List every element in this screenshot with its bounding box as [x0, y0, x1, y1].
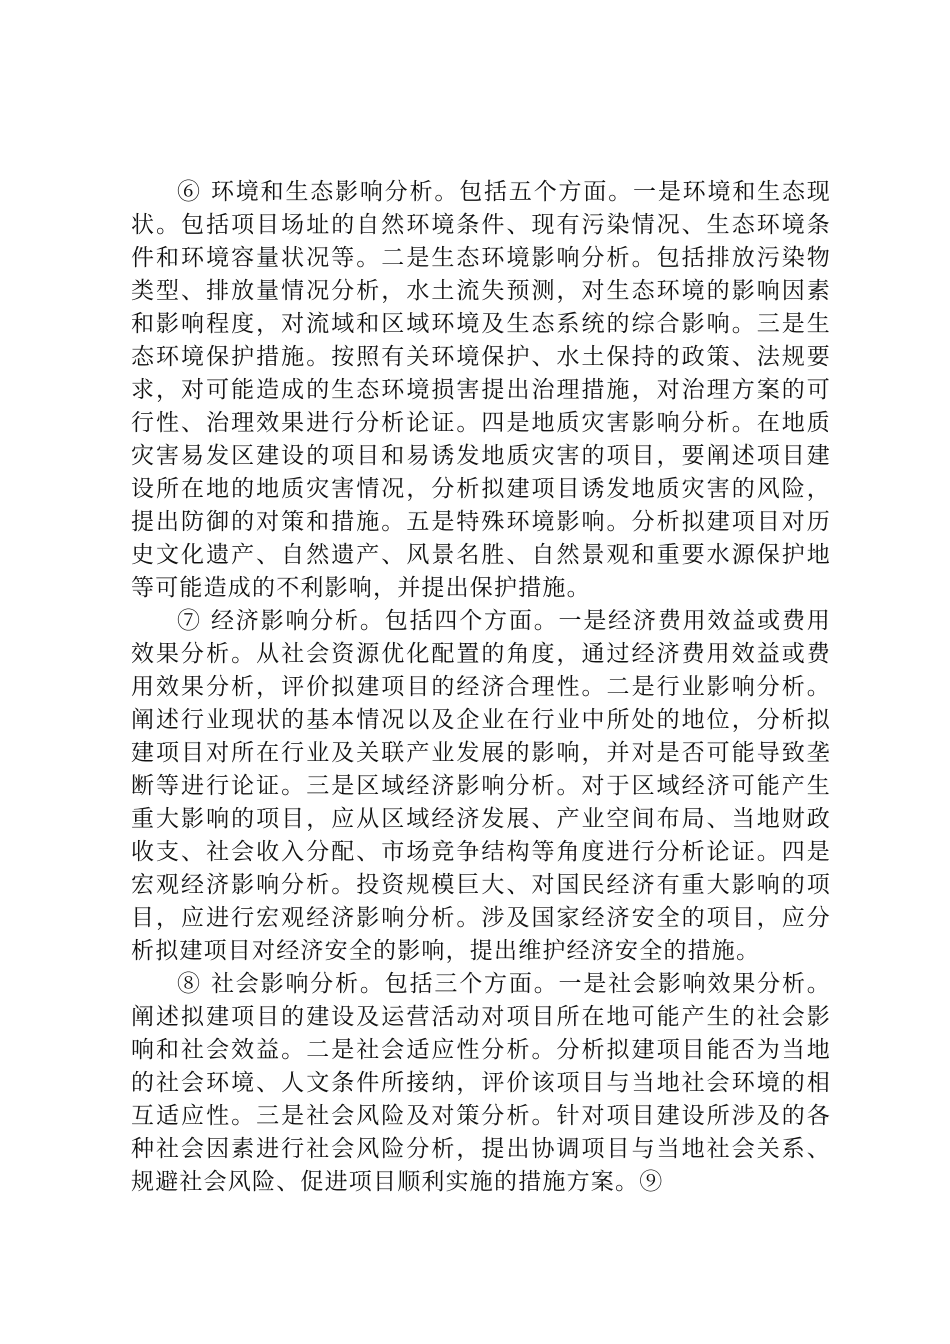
document-body [131, 176, 831, 1199]
paragraph-environment-impact: ⑥ 环境和生态影响分析。包括五个方面。一是环境和生态现状。包括项目场址的自然环境条件、现有污染情况、生态环境条件和环境容量状况等。二是生态环境影响分析。包括排放污染物类型、排放量情况分析，水土流失预测，对生态环境的影响因素和影响程度，对流域和区域环境及生态系统的综合影响。三是生态环境保护措施。按照有关环境保护、水土保持的政策、法规要求，对可能造成的生态环境损害提出治理措施，对治理方案的可行性、治理效果进行分析论证。四是地质灾害影响分析。在地质灾害易发区建设的项目和易诱发地质灾害的项目，要阐述项目建设所在地的地质灾害情况，分析拟建项目诱发地质灾害的风险，提出防御的对策和措施。五是特殊环境影响。分析拟建项目对历史文化遗产、自然遗产、风景名胜、自然景观和重要水源保护地等可能造成的不利影响，并提出保护措施。 [131, 179, 831, 601]
paragraph-social-impact: ⑧ 社会影响分析。包括三个方面。一是社会影响效果分析。阐述拟建项目的建设及运营活动对项目所在地可能产生的社会影响和社会效益。二是社会适应性分析。分析拟建项目能否为当地的社会环境、人文条件所接纳，评价该项目与当地社会环境的相互适应性。三是社会风险及对策分析。针对项目建设所涉及的各种社会因素进行社会风险分析，提出协调项目与当地社会关系、规避社会风险、促进项目顺利实施的措施方案。⑨ [131, 971, 831, 1195]
paragraph-economic-impact: ⑦ 经济影响分析。包括四个方面。一是经济费用效益或费用效果分析。从社会资源优化配置的角度，通过经济费用效益或费用效果分析，评价拟建项目的经济合理性。二是行业影响分析。阐述行业现状的基本情况以及企业在行业中所处的地位，分析拟建项目对所在行业及关联产业发展的影响，并对是否可能导致垄断等进行论证。三是区域经济影响分析。对于区域经济可能产生重大影响的项目，应从区域经济发展、产业空间布局、当地财政收支、社会收入分配、市场竞争结构等角度进行分析论证。四是宏观经济影响分析。投资规模巨大、对国民经济有重大影响的项目，应进行宏观经济影响分析。涉及国家经济安全的项目，应分析拟建项目对经济安全的影响，提出维护经济安全的措施。 [131, 608, 831, 964]
